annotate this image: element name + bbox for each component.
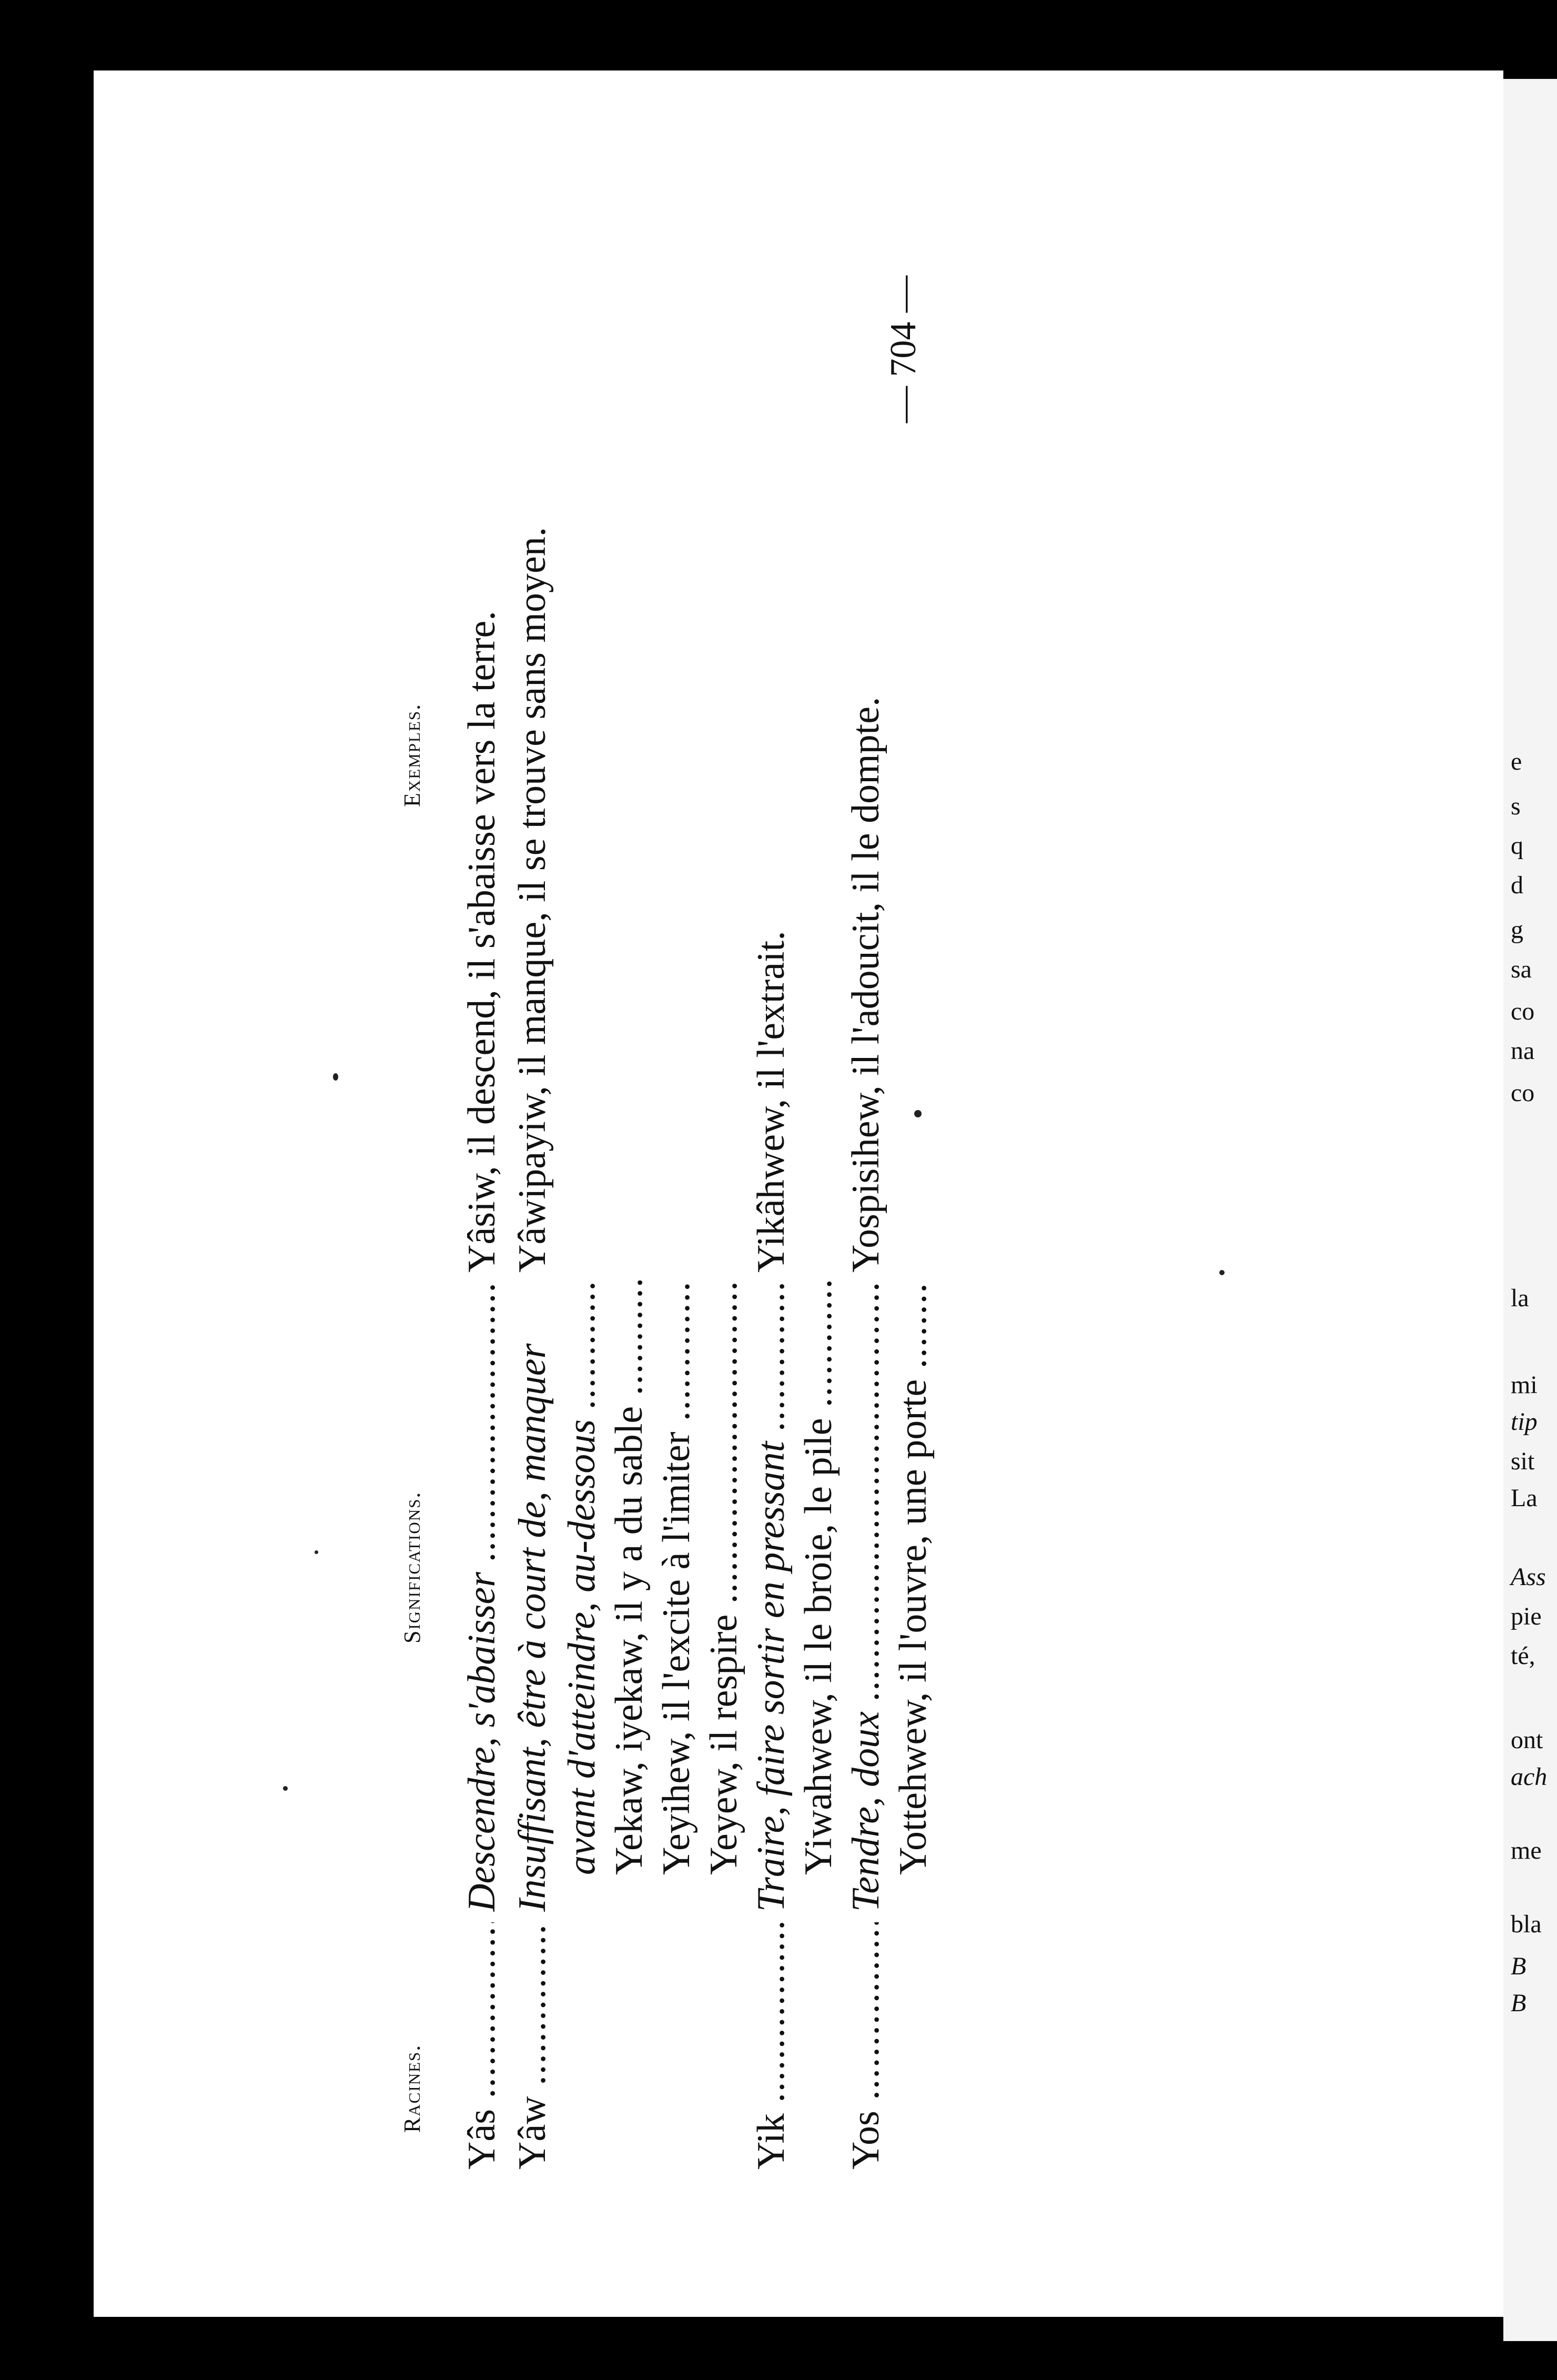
signification-cell: Yiwahwew, il le broie, le pile ..... xyxy=(793,1280,844,1875)
signification-cell: Yekaw, iyekaw, il y a du sable ..... xyxy=(604,1280,654,1875)
facing-page-text: Ass xyxy=(1511,1563,1546,1591)
facing-page-text: s xyxy=(1511,792,1521,820)
facing-page-text: B xyxy=(1511,1952,1526,1980)
facing-page-text: g xyxy=(1511,916,1523,944)
facing-page-text: na xyxy=(1511,1037,1535,1065)
speck xyxy=(333,1073,338,1081)
facing-page-text: e xyxy=(1511,748,1522,775)
facing-page-text: la xyxy=(1511,1284,1529,1312)
signification-cell: Descendre, s'abaisser ..... xyxy=(457,1280,507,1912)
signification-cell: Insuffisant, être à court de, manquer xyxy=(511,1343,554,1912)
facing-page-text: té, xyxy=(1511,1642,1535,1670)
signification-cell: avant d'atteindre, au-dessous ..... xyxy=(557,1280,607,1875)
signification-cell: Yottehwew, il l'ouvre, une porte ..... xyxy=(888,1280,938,1875)
header-significations: Significations. xyxy=(399,1491,425,1643)
facing-page-text: q xyxy=(1511,832,1523,860)
example-cell: Yospisihew, il l'adoucit, il le dompte. xyxy=(844,697,887,1273)
root-cell: Yâs ..... xyxy=(457,1922,507,2170)
facing-page-text: pie xyxy=(1511,1602,1542,1630)
facing-page-text: tip xyxy=(1511,1408,1538,1436)
facing-page-text: sit xyxy=(1511,1447,1535,1475)
facing-page-text: B xyxy=(1511,1989,1526,2017)
facing-page-text: co xyxy=(1511,997,1535,1025)
root-cell: Yos ..... xyxy=(841,1922,891,2170)
signification-cell: Tendre, doux ..... xyxy=(841,1280,891,1912)
root-cell: Yâw ..... xyxy=(507,1922,558,2170)
example-cell: Yâwipayiw, il manque, il se trouve sans moyen. xyxy=(511,527,554,1273)
header-roots: Racines. xyxy=(399,2044,425,2133)
speck xyxy=(914,1110,922,1117)
speck xyxy=(315,1550,318,1554)
example-cell: Yâsiw, il descend, il s'abaisse vers la terre. xyxy=(460,611,503,1273)
speck xyxy=(1219,1270,1225,1275)
facing-page-text: d xyxy=(1511,871,1523,899)
page-number: — 704 — xyxy=(883,276,924,423)
facing-page-text: sa xyxy=(1511,955,1532,983)
facing-page-text: me xyxy=(1511,1837,1542,1864)
root-cell: Yik ..... xyxy=(746,1922,796,2170)
facing-page-text: bla xyxy=(1511,1910,1542,1938)
facing-page-text: ont xyxy=(1511,1726,1543,1754)
example-cell: Yikâhwew, il l'extrait. xyxy=(750,931,793,1273)
signification-cell: Yeyihew, il l'excite à l'imiter ..... xyxy=(651,1280,702,1875)
rotated-page-content xyxy=(94,70,1503,2317)
header-examples: Exemples. xyxy=(399,703,425,807)
speck xyxy=(283,1786,288,1791)
facing-page-edge xyxy=(1503,79,1557,2341)
signification-cell: Yeyew, il respire ..... xyxy=(699,1280,749,1875)
facing-page-text: ach xyxy=(1511,1763,1548,1791)
signification-cell: Traire, faire sortir en pressant ..... xyxy=(746,1280,796,1912)
book-page xyxy=(94,70,1503,2317)
facing-page-text: La xyxy=(1511,1484,1538,1512)
facing-page-text: co xyxy=(1511,1079,1535,1107)
facing-page-text: mi xyxy=(1511,1371,1538,1399)
